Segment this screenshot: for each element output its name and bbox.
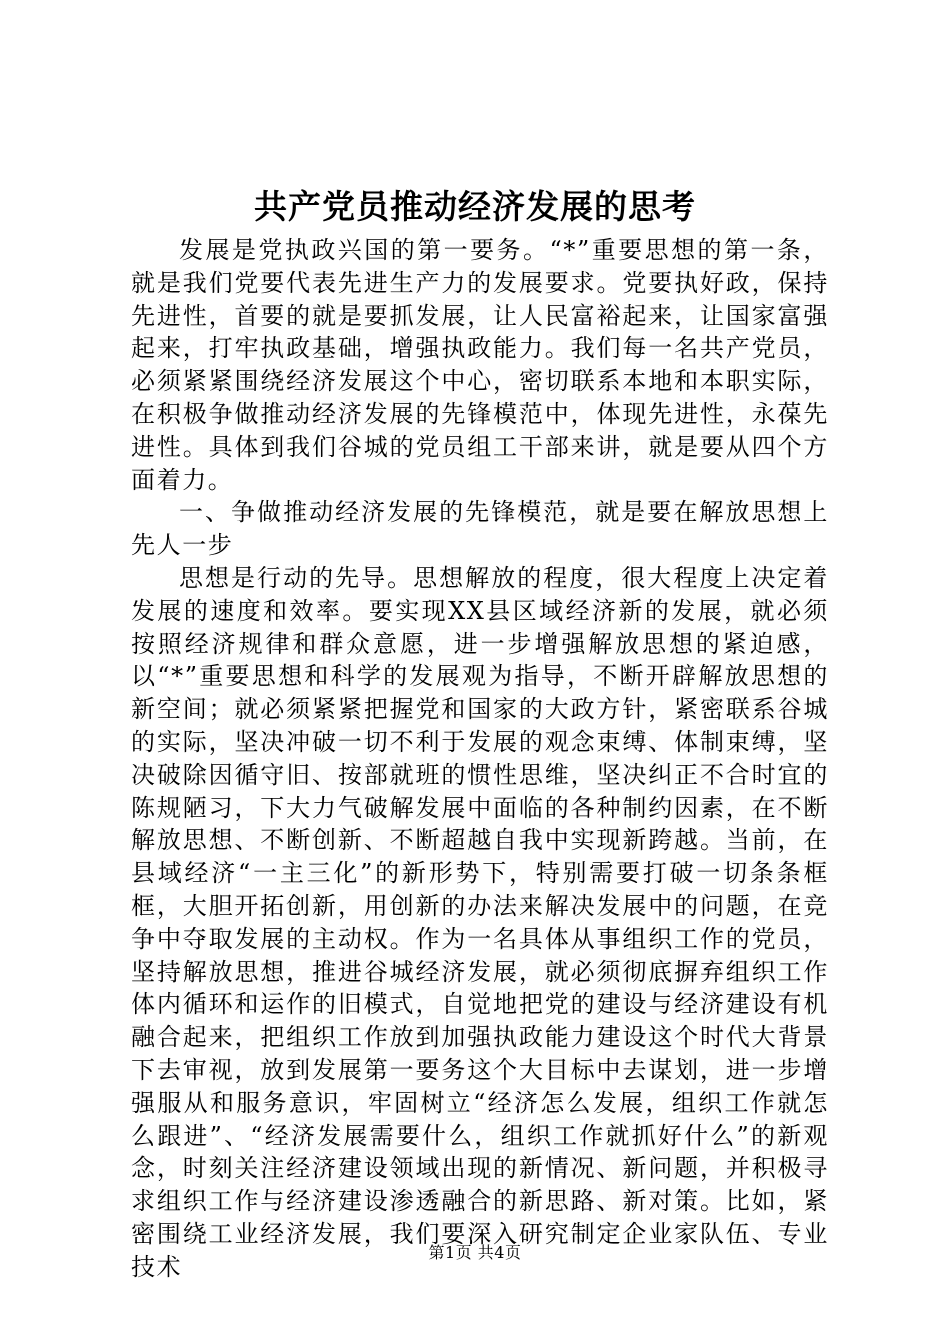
section-heading-1: 一、争做推动经济发展的先锋模范，就是要在解放思想上先人一步 (131, 498, 829, 560)
page-number-footer: 第1页 共4页 (428, 1243, 522, 1262)
document-body (131, 234, 829, 1284)
paragraph-section-1: 思想是行动的先导。思想解放的程度，很大程度上决定着发展的速度和效率。要实现XX县区域经济新的发展，就必须按照经济规律和群众意愿，进一步增强解放思想的紧迫感，以“*”重要思想和科学的发展观为指导，不断开辟解放思想的新空间；就必须紧紧把握党和国家的大政方针，紧密联系谷城的实际，坚决冲破一切不利于发展的观念束缚、体制束缚，坚决破除因循守旧、按部就班的惯性思维，坚决纠正不合时宜的陈规陋习，下大力气破解发展中面临的各种制约因素，在不断解放思想、不断创新、不断超越自我中实现新跨越。当前，在县域经济“一主三化”的新形势下，特别需要打破一切条条框框，大胆开拓创新，用创新的办法来解决发展中的问题，在竞争中夺取发展的主动权。作为一名具体从事组织工作的党员，坚持解放思想，推进谷城经济发展，就必须彻底摒弃组织工作体内循环和运作的旧模式，自觉地把党的建设与经济建设有机融合起来，把组织工作放到加强执政能力建设这个时代大背景下去审视，放到发展第一要务这个大目标中去谋划，进一步增强服从和服务意识，牢固树立“经济怎么发展，组织工作就怎么跟进”、“经济发展需要什么，组织工作就抓好什么”的新观念，时刻关注经济建设领域出现的新情况、新问题，并积极寻求组织工作与经济建设渗透融合的新思路、新对策。比如，紧密围绕工业经济发展，我们要深入研究制定企业家队伍、专业技术 (131, 563, 829, 1281)
paragraph-intro: 发展是党执政兴国的第一要务。“*”重要思想的第一条，就是我们党要代表先进生产力的发展要求。党要执好政，保持先进性，首要的就是要抓发展，让人民富裕起来，让国家富强起来，打牢执政基础，增强执政能力。我们每一名共产党员，必须紧紧围绕经济发展这个中心，密切联系本地和本职实际，在积极争做推动经济发展的先锋模范中，体现先进性，永葆先进性。具体到我们谷城的党员组工干部来讲，就是要从四个方面着力。 (131, 236, 829, 494)
document-title: 共产党员推动经济发展的思考 (254, 187, 696, 226)
